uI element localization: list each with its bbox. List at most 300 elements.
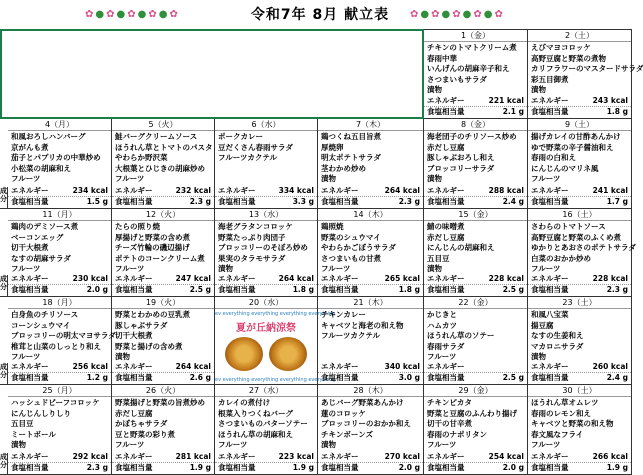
day-header: 27（水） [215,385,317,397]
salt-row [424,372,527,383]
menu-item: 野菜たっぷり肉団子 [218,232,286,242]
salt-row [528,196,631,207]
energy-row [424,452,527,462]
menu-item: 揚豆腐 [531,320,554,330]
day-header: 26（火） [112,385,214,397]
day-header: 23（土） [528,297,631,309]
day-cell-d27 [215,385,318,475]
menu-item: 五目豆 [427,253,450,263]
day-cell-d14 [318,209,424,297]
salt-label: 食塩相当量 [115,463,153,472]
menu-item: フルーツ [115,174,145,183]
salt-row [112,372,214,383]
menu-item: フルーツ [218,440,248,449]
menu-item: 春雨のレモン和え [531,408,591,418]
menu-item: たらの照り焼 [115,222,160,231]
menu-item: チキンのトマトクリーム煮 [427,43,517,52]
energy-value: 266 kcal [592,452,628,461]
menu-list [528,309,631,364]
menu-item: 漬物 [427,174,442,183]
energy-value: 264 kcal [278,274,314,283]
energy-label: エネルギー [531,274,569,283]
energy-label: エネルギー [321,362,359,371]
energy-row [8,362,111,372]
energy-value: 243 kcal [592,96,628,105]
nutrition-info [528,452,631,474]
menu-item: 春雨の白和え [531,153,576,162]
menu-item: 春雨サラダ [427,341,465,351]
energy-value: 264 kcal [384,186,420,195]
salt-row [112,196,214,207]
day-header: 21（木） [318,297,423,309]
menu-item: フルーツカクテル [218,153,278,162]
salt-label: 食塩相当量 [427,285,465,294]
menu-item: ゆかりとあおさのポテトサラダ [531,243,636,252]
menu-item: 野菜のシュウマイ [321,232,381,242]
energy-value: 223 kcal [278,452,314,461]
day-cell-d29 [424,385,528,475]
menu-list [112,397,214,452]
menu-item: 漬物 [115,352,130,361]
menu-item: 漬物 [531,85,546,94]
menu-list [8,397,111,452]
salt-row [8,196,111,207]
nutrition-info [215,186,317,208]
menu-list [528,42,643,97]
page-title: 令和7年 8月 献立表 [250,7,390,23]
day-header: 11（月） [8,209,111,221]
menu-item: ほうれん草とトマトのパスタ [115,142,213,152]
energy-row [528,452,631,462]
nutrition-info [318,186,423,208]
energy-row [318,452,423,462]
salt-label: 食塩相当量 [321,373,359,382]
menu-list [318,221,423,276]
salt-value: 2.5 g [502,285,524,294]
energy-row [215,452,317,462]
salt-row [424,106,527,117]
energy-row [424,186,527,196]
salt-row [318,372,423,383]
menu-item: ブロッコリーの明太マヨサラダ [11,331,116,340]
energy-row [8,452,111,462]
menu-item: にんじんしりしり [11,408,71,418]
salt-value: 3.0 g [398,373,420,382]
menu-list [215,397,317,452]
salt-label: 食塩相当量 [531,463,569,472]
energy-label: エネルギー [11,362,49,371]
row-side-label: 成分 [0,453,8,475]
energy-row [112,452,214,462]
salt-value: 2.5 g [502,373,524,382]
flower-decoration-left-icon: ✿●✿●✿●✿●✿ [85,9,180,20]
nutrition-info [318,362,423,384]
menu-item: 鯖の味噌煮 [427,222,465,231]
menu-item: フルーツ [427,440,457,449]
salt-row [8,284,111,295]
day-cell-d23 [528,297,632,385]
nutrition-info [8,274,111,296]
energy-value: 221 kcal [488,96,524,105]
energy-value: 254 kcal [488,452,524,461]
menu-item: あじバーグ野菜あんかけ [321,398,404,407]
salt-value: 2.3 g [606,285,628,294]
menu-list [112,131,214,186]
menu-list [424,42,527,97]
salt-label: 食塩相当量 [218,197,256,206]
menu-item: マカロニサラダ [531,341,584,351]
salt-value: 2.5 g [189,285,211,294]
menu-item: フルーツ [11,174,41,183]
day-cell-d7 [318,119,424,209]
menu-item: 小松菜の胡麻和え [11,163,71,173]
energy-label: エネルギー [218,186,256,195]
salt-row [424,462,527,473]
day-cell-d13 [215,209,318,297]
menu-item: 高野豆腐と野菜の煮物 [531,53,606,63]
energy-label: エネルギー [531,452,569,461]
day-cell-d26 [112,385,215,475]
day-cell-d4 [8,119,112,209]
menu-item: キャベツと野菜の和え物 [531,419,614,428]
menu-list [424,221,527,276]
menu-item: ブロッコリーサラダ [427,163,495,173]
menu-item: チキンボーンズ [321,429,374,439]
day-header: 1（金） [424,30,527,42]
menu-item: コーンシュウマイ [11,320,71,330]
salt-label: 食塩相当量 [218,285,256,294]
menu-item: やわらか野沢菜 [115,153,168,162]
day-header: 29（金） [424,385,527,397]
salt-value: 1.9 g [189,463,211,472]
nutrition-info [528,186,631,208]
salt-value: 1.7 g [606,197,628,206]
energy-row [8,274,111,284]
menu-item: ブロッコリーのそぼろ炒め [218,243,308,252]
menu-item: 漬物 [11,440,26,449]
menu-item: いんげんの胡麻辛子和え [427,64,510,73]
day-header: 18（月） [8,297,111,309]
menu-item: 厚揚げと野菜の含め煮 [115,232,190,242]
menu-list [318,397,423,452]
event-strip-bottom: ev everything everything everything everything [215,377,336,383]
nutrition-info [8,186,111,208]
salt-label: 食塩相当量 [321,285,359,294]
energy-row [8,186,111,196]
salt-value: 1.2 g [86,373,108,382]
day-header: 9（土） [528,119,631,131]
energy-value: 265 kcal [384,274,420,283]
menu-item: 厚焼卵 [321,142,344,152]
energy-label: エネルギー [427,452,465,461]
salt-label: 食塩相当量 [11,285,49,294]
menu-item: 切干大根煮 [115,331,153,340]
menu-item: なすの胡麻サラダ [11,253,71,263]
menu-item: フルーツ [11,352,41,361]
salt-row [528,462,631,473]
day-cell-d18 [8,297,116,385]
energy-value: 228 kcal [488,274,524,283]
salt-label: 食塩相当量 [531,107,569,116]
energy-label: エネルギー [427,96,465,105]
event-title: 夏が丘納涼祭 [236,322,296,334]
menu-item: 京がんも煮 [11,142,49,152]
menu-item: 漬物 [427,264,442,273]
nutrition-info [215,274,317,296]
menu-item: 蓮のコロッケ [321,408,366,418]
empty-area [0,29,424,119]
salt-label: 食塩相当量 [427,107,465,116]
menu-item: 白菜のおかか炒め [531,253,591,263]
day-cell-d22 [424,297,528,385]
menu-item: チーズ竹輪の磯辺揚げ [115,243,190,252]
salt-label: 食塩相当量 [427,463,465,472]
energy-value: 256 kcal [72,362,108,371]
menu-item: にんじんの胡麻和え [427,243,495,252]
nutrition-info [528,362,631,384]
salt-label: 食塩相当量 [531,197,569,206]
energy-label: エネルギー [321,274,359,283]
day-header: 25（月） [8,385,111,397]
menu-item: 春雨のナポリタン [427,429,487,439]
salt-row [424,284,527,295]
menu-item: フルーツ [531,264,561,273]
menu-item: 椎茸と山菜のしっとり和え [11,341,101,351]
menu-item: 漬物 [427,85,442,94]
salt-value: 2.4 g [502,197,524,206]
menu-list [424,131,527,186]
menu-item: チキンピカタ [427,398,472,407]
energy-label: エネルギー [11,452,49,461]
day-header: 22（金） [424,297,527,309]
salt-value: 2.6 g [189,373,211,382]
day-header: 6（水） [215,119,317,131]
energy-row [318,274,423,284]
menu-item: 豚しゃぶサラダ [115,320,168,330]
salt-value: 2.0 g [86,285,108,294]
menu-item: にんじんのマリネ風 [531,163,599,173]
salt-label: 食塩相当量 [531,373,569,382]
day-cell-d5 [112,119,215,209]
menu-item: 茎わかめ炒め [321,163,366,173]
menu-item: 大根葉とひじきの胡麻炒め [115,163,205,173]
salt-row [528,106,631,117]
salt-row [215,462,317,473]
menu-item: 和風八宝菜 [531,310,569,319]
menu-item: 鶏照焼 [321,222,344,231]
day-cell-d11 [8,209,112,297]
menu-list [215,131,317,165]
event-strip-top: ev everything everything everything everything [215,311,336,317]
salt-value: 1.8 g [398,285,420,294]
energy-value: 334 kcal [278,186,314,195]
nutrition-info [424,362,527,384]
day-cell-d19 [112,297,215,385]
nutrition-info [424,452,527,474]
menu-list [528,221,636,276]
salt-value: 2.4 g [606,373,628,382]
nutrition-info [528,96,631,118]
row-side-label: 成分 [0,275,8,297]
energy-value: 228 kcal [592,274,628,283]
energy-value: 230 kcal [72,274,108,283]
energy-value: 288 kcal [488,186,524,195]
day-cell-d2 [528,29,643,119]
nutrition-info [424,274,527,296]
day-cell-d1 [424,29,528,119]
menu-item: 高野豆腐と野菜のふくめ煮 [531,232,621,242]
menu-item: ミートボール [11,429,56,439]
dish-icon [269,337,307,371]
energy-row [424,362,527,372]
menu-item: 海老グラタンコロッケ [218,222,293,231]
energy-label: エネルギー [531,96,569,105]
menu-item: 海老団子のチリソース炒め [427,132,517,141]
salt-value: 2.3 g [189,197,211,206]
menu-item: 茄子とパプリカの中華炒め [11,153,101,162]
energy-value: 247 kcal [175,274,211,283]
day-cell-d30 [528,385,632,475]
energy-label: エネルギー [115,362,153,371]
menu-item: なすの生姜和え [531,331,584,340]
energy-label: エネルギー [11,274,49,283]
menu-item: フルーツ [321,264,351,273]
menu-list [528,397,631,452]
menu-list [424,309,527,364]
menu-item: フルーツ [531,174,561,183]
energy-value: 270 kcal [384,452,420,461]
energy-value: 260 kcal [592,362,628,371]
menu-item: さつまいものバターソテー [218,419,308,428]
energy-row [215,274,317,284]
energy-value: 264 kcal [175,362,211,371]
nutrition-info [215,452,317,474]
menu-item: 春雨中華 [427,53,457,63]
energy-value: 241 kcal [592,186,628,195]
menu-item: 切干大根煮 [11,243,49,252]
salt-value: 2.1 g [502,107,524,116]
salt-label: 食塩相当量 [11,373,49,382]
energy-value: 340 kcal [384,362,420,371]
menu-item: キャベツと海老の和え物 [321,320,404,330]
menu-list [318,309,423,343]
salt-value: 1.8 g [606,107,628,116]
menu-item: さつまいもの甘煮 [321,253,381,263]
nutrition-info [8,452,111,474]
menu-item: ほうれん草のソテー [427,331,495,340]
day-header: 30（土） [528,385,631,397]
salt-value: 2.0 g [502,463,524,472]
menu-item: 明太ポテトサラダ [321,153,381,162]
menu-item: 野菜と揚げの含め煮 [115,341,183,351]
menu-item: 豆と野菜の彩り煮 [115,429,175,439]
salt-row [8,462,111,473]
day-header: 28（木） [318,385,423,397]
salt-label: 食塩相当量 [11,197,49,206]
salt-label: 食塩相当量 [531,285,569,294]
day-header: 16（土） [528,209,631,221]
day-cell-d16 [528,209,636,297]
menu-list [424,397,527,452]
menu-item: 根菜入りつくねバーグ [218,408,293,418]
dish-icon [225,337,263,371]
salt-value: 1.8 g [292,285,314,294]
day-header: 14（木） [318,209,423,221]
day-cell-d21 [318,297,424,385]
energy-row [424,96,527,106]
day-cell-d6 [215,119,318,209]
menu-list [318,131,423,186]
salt-label: 食塩相当量 [427,197,465,206]
nutrition-info [318,274,423,296]
menu-item: 野菜とわかめの豆乳煮 [115,310,190,319]
menu-item: やわらかごぼうサラダ [321,243,396,252]
salt-row [318,196,423,207]
energy-label: エネルギー [218,274,256,283]
flower-decoration-right-icon: ✿●✿●✿●✿●✿ [410,9,505,20]
row-side-label: 成分 [0,363,8,385]
menu-item: 漬物 [321,440,336,449]
menu-item: 果実のタラモサラダ [218,253,286,263]
menu-list [528,131,631,186]
energy-row [528,362,631,372]
menu-item: フルーツ [11,264,41,273]
menu-list [215,221,317,276]
day-header: 4（月） [8,119,111,131]
menu-item: 鶏肉のデミソース煮 [11,222,79,231]
day-header: 19（火） [112,297,214,309]
menu-item: カリフラワーのマスタードサラダ [531,64,643,73]
energy-label: エネルギー [115,274,153,283]
salt-row [112,284,214,295]
day-cell-d20 [215,297,336,385]
energy-row [318,186,423,196]
menu-item: チキンカレー [321,310,366,319]
menu-item: ポークカレー [218,132,263,141]
energy-value: 281 kcal [175,452,211,461]
energy-label: エネルギー [427,274,465,283]
menu-item: 五目豆 [11,419,34,428]
menu-list [8,221,111,276]
menu-item: ベーコンエッグ [11,232,64,242]
menu-item: 白身魚のチリソース [11,310,79,319]
salt-value: 2.0 g [398,463,420,472]
menu-item: フルーツ [115,440,145,449]
menu-item: 赤だし豆腐 [115,408,153,418]
salt-label: 食塩相当量 [321,463,359,472]
menu-item: 春文風なフライ [531,429,584,439]
menu-calendar [0,29,643,475]
menu-list [112,221,214,276]
energy-value: 232 kcal [175,186,211,195]
day-header: 2（土） [528,30,631,42]
energy-label: エネルギー [11,186,49,195]
day-header: 8（金） [424,119,527,131]
menu-item: 漬物 [321,174,336,183]
day-cell-d12 [112,209,215,297]
energy-label: エネルギー [115,452,153,461]
salt-row [215,284,317,295]
menu-list [8,131,111,186]
menu-item: 赤だし豆腐 [427,142,465,152]
menu-item: 漬物 [531,352,546,361]
salt-row [8,372,111,383]
day-header: 15（金） [424,209,527,221]
menu-list [112,309,214,364]
day-cell-d15 [424,209,528,297]
menu-item: ほうれん草の胡麻和え [218,429,293,439]
menu-item: フルーツ [115,264,145,273]
